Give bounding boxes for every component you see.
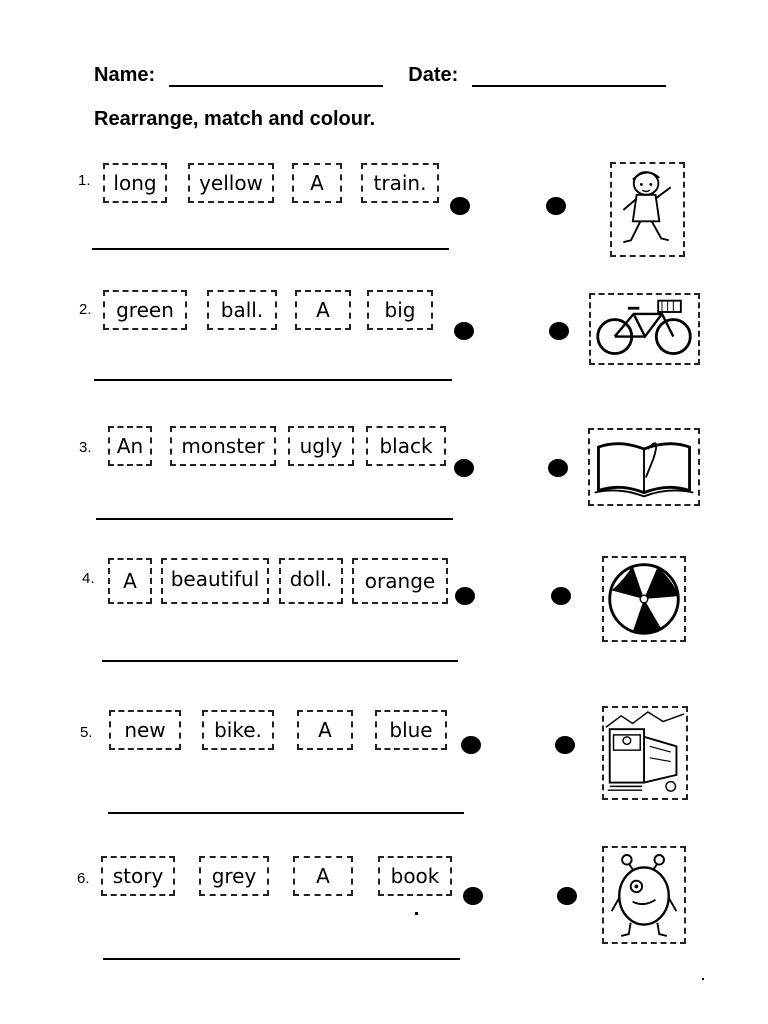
bicycle-icon <box>589 293 700 365</box>
beach-ball-drawing <box>604 558 684 640</box>
match-dot-right[interactable] <box>557 887 577 905</box>
bicycle-drawing <box>591 295 698 363</box>
answer-line[interactable] <box>103 958 460 960</box>
word-card[interactable]: doll. <box>279 558 343 604</box>
answer-line[interactable] <box>96 518 453 520</box>
monster-icon <box>602 846 686 944</box>
train-drawing <box>604 708 686 798</box>
item-number: 3. <box>79 439 92 456</box>
worksheet-header <box>94 64 666 87</box>
match-dot-right[interactable] <box>549 322 569 340</box>
answer-line[interactable] <box>94 379 452 381</box>
doll-drawing <box>612 164 683 255</box>
answer-line[interactable] <box>102 660 458 662</box>
word-card[interactable]: A <box>292 163 342 203</box>
word-card[interactable]: A <box>295 290 351 330</box>
match-dot-left[interactable] <box>454 459 474 477</box>
answer-line[interactable] <box>108 812 464 814</box>
word-card[interactable]: grey <box>199 856 269 896</box>
word-card[interactable]: orange <box>352 558 448 604</box>
exercise-row-3 <box>0 426 768 556</box>
book-icon <box>588 428 700 506</box>
word-card[interactable]: blue <box>375 710 447 750</box>
word-card[interactable]: story <box>101 856 175 896</box>
answer-line[interactable] <box>92 248 449 250</box>
match-dot-left[interactable] <box>454 322 474 340</box>
book-drawing <box>590 430 698 504</box>
beach-ball-icon <box>602 556 686 642</box>
word-card[interactable]: big <box>367 290 433 330</box>
item-number: 5. <box>80 724 93 741</box>
name-blank[interactable] <box>169 67 383 87</box>
exercise-row-4 <box>0 556 768 686</box>
stray-mark <box>415 912 418 915</box>
match-dot-right[interactable] <box>548 459 568 477</box>
match-dot-right[interactable] <box>551 587 571 605</box>
match-dot-left[interactable] <box>450 197 470 215</box>
match-dot-right[interactable] <box>555 736 575 754</box>
word-card[interactable]: beautiful <box>161 558 269 604</box>
item-number: 1. <box>78 172 91 189</box>
train-icon <box>602 706 688 800</box>
match-dot-right[interactable] <box>546 197 566 215</box>
word-card[interactable]: ugly <box>288 426 354 466</box>
word-card[interactable]: ball. <box>207 290 277 330</box>
word-card[interactable]: book <box>378 856 452 896</box>
word-card[interactable]: monster <box>170 426 276 466</box>
name-label: Name: <box>94 64 156 86</box>
word-card[interactable]: black <box>366 426 446 466</box>
word-card[interactable]: new <box>109 710 181 750</box>
word-card[interactable]: A <box>297 710 353 750</box>
item-number: 6. <box>77 870 90 887</box>
match-dot-left[interactable] <box>461 736 481 754</box>
exercise-row-6 <box>0 852 768 982</box>
exercise-row-5 <box>0 706 768 836</box>
exercise-row-2 <box>0 290 768 420</box>
match-dot-left[interactable] <box>463 887 483 905</box>
monster-drawing <box>604 848 684 942</box>
match-dot-left[interactable] <box>455 587 475 605</box>
date-label: Date: <box>408 64 459 86</box>
word-card[interactable]: train. <box>361 163 439 203</box>
instruction-text: Rearrange, match and colour. <box>94 108 376 130</box>
word-card[interactable]: long <box>103 163 167 203</box>
word-card[interactable]: A <box>108 558 152 604</box>
stray-mark <box>702 978 704 980</box>
word-card[interactable]: An <box>108 426 152 466</box>
word-card[interactable]: yellow <box>188 163 274 203</box>
doll-icon <box>610 162 685 257</box>
date-blank[interactable] <box>472 67 666 87</box>
item-number: 4. <box>82 570 95 587</box>
word-card[interactable]: green <box>103 290 187 330</box>
word-card[interactable]: bike. <box>202 710 274 750</box>
word-card[interactable]: A <box>293 856 353 896</box>
item-number: 2. <box>79 301 92 318</box>
exercise-row-1 <box>0 160 768 290</box>
